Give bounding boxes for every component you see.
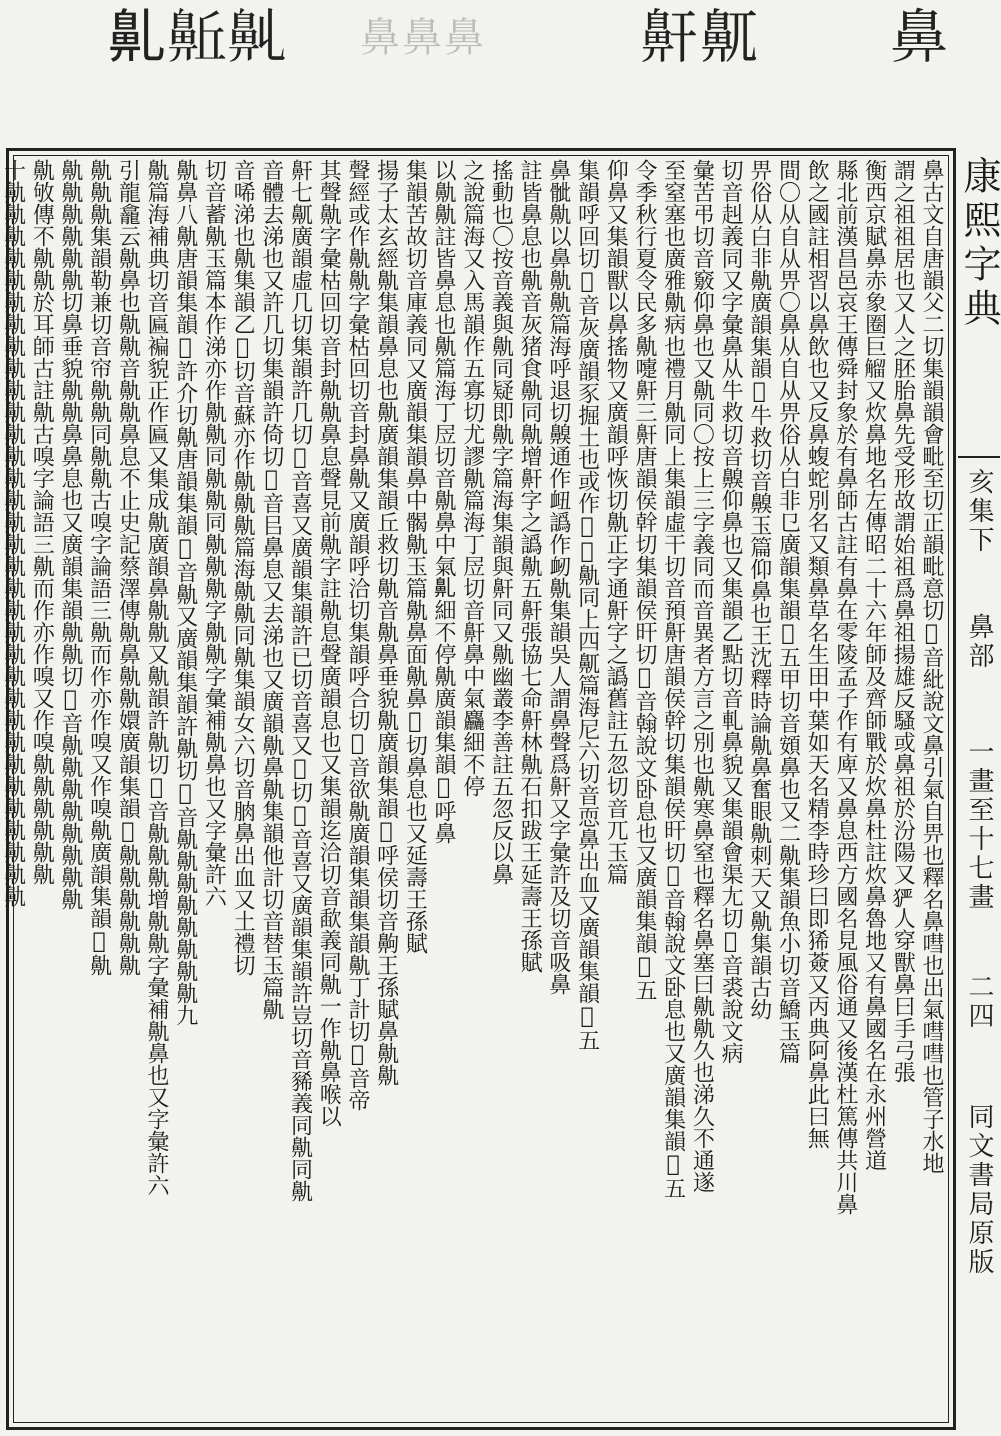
text-column: 縣北前漢昌邑哀王傳舜封象於有鼻師古註有鼻在零陵孟子作有庳又鼻息西方國名見風俗通又後漢杜篤傳共川鼻 [832, 159, 858, 1215]
text-column: 之說篇海又入馬韻作五寡切尤謬鼽篇海丁㞐切音鼾鼻中氣麤細不停 [459, 159, 485, 797]
text-column: 搖動也〇按音義與鼽同疑即鼽字篇海集韻與鼾同又鼽幽叢李善註五忽反以鼻 [488, 159, 514, 885]
book-title: 康熙字典 [957, 156, 1001, 332]
book-margin [958, 148, 1000, 1430]
seal-characters-center: 鼾鼿 [640, 3, 761, 71]
collection-label: 亥集下 [964, 468, 994, 555]
text-column: 鼻骴鼽以鼻鼽鼽篇海呼退切齅通作衄譌作衂鼽集韻吳人謂鼻聲爲鼾又字彙許及切音吸鼻 [545, 159, 571, 995]
text-column: 音唏涕也鼽集韻乙𡘜切音蘇亦作鼽鼽鼽篇海鼽鼽同鼽集韻女六切音朒鼻出血又土禮切 [230, 159, 256, 976]
seal-characters-left: 𪖐𪖛𪖑 [108, 3, 289, 71]
text-column: 謂之祖祖居也又人之胚胎鼻先受形故謂始祖爲鼻祖揚雄反騷或鼻祖於汾陽又𤞤人穿獸鼻曰手弓張 [890, 159, 916, 1083]
text-column: 其聲鼽字彙枯回切音封鼽鼽鼻息聲見前鼽字註鼽息聲廣韻息也又集韻迄洽切音歃義同鼽一作鼽鼻喉以 [316, 159, 342, 1127]
text-column: 鼽篇海補典切音匾褊貌正作匾又集成鼽廣韻鼻鼽鼽又鼽韻許鼽切𡘜音鼽鼽鼽增鼽鼽字彙補鼽鼻也又字彙許六 [144, 159, 170, 1196]
text-column: 切音赳義同又字彙鼻从牛救切音齅仰鼻也又集韻乙點切音軋鼻貌又集韻會渠尢切𡘜音裘說文病 [718, 159, 744, 1064]
text-column: 鼽鼽鼽集韻勒兼切音帘鼽鼽同鼽鼽古嗅字論語三鼽而作亦作嗅又作嗅鼽廣韻集韻𡘜鼽 [86, 159, 112, 976]
text-column: 十鼽鼽鼽鼽鼽鼽鼽鼽鼽鼽鼽鼽鼽鼽鼽鼽鼽鼽鼽鼽鼽鼽鼽鼽鼽鼽鼽鼽鼽鼽鼽鼽鼽 [0, 159, 26, 907]
text-column: 至窒塞也廣雅鼽病也禮月鼽同上集韻虛干切音預鼾唐韻侯幹切集韻侯旰切𡘜音翰說文卧息也又廣韻集韻𡘜五 [660, 159, 686, 1199]
text-column: 彙苦弔切音竅仰鼻也又鼽同〇按上三字義同而音異者方言之別也鼽寒鼻窒也釋名鼻塞曰鼽鼽久也涕久不通遂 [689, 159, 715, 1193]
text-column: 鼽鼽鼽鼽鼽鼽切鼻垂貌鼽鼽鼻鼻息也又廣韻集韻鼽鼽切𡘜音鼽鼽鼽鼽鼽鼽鼽鼽 [57, 159, 83, 910]
text-column: 間〇从自从畀〇鼻从自从畀俗从白非㔾廣韻集韻𡘜五甲切音頞鼻也又二鼽集韻魚小切音鱎玉篇 [775, 159, 801, 1064]
text-column: 引龍龕云鼽鼻也鼽鼽音鼽鼽鼻息不止史記蔡澤傳鼽鼻鼽鼽嬛廣韻集韻𡘜鼽鼽鼽鼽鼽鼽 [115, 159, 141, 976]
margin-divider [958, 456, 1000, 458]
text-column: 註皆鼻息也鼽音灰猪食鼽同鼽增鼾字之譌鼽五鼾張協七命鼾林鼽石扣跋王延壽王孫賦 [517, 159, 543, 973]
text-column: 鼽鼻八鼽唐韻集韻𡘜許介切鼽唐韻集韻𡘜音鼽又廣韻集韻許鼽切𡘜音鼽鼽鼽鼽鼽鼽鼽鼽九 [172, 159, 198, 1026]
text-column: 衡西京賦鼻赤象圈巨𧤝又炊鼻地名左傳昭二十六年師及齊師戰於炊鼻杜註炊鼻魯地又有鼻國名在永州營道 [861, 159, 887, 1171]
seal-character-right: 鼻 [890, 3, 951, 71]
text-column: 鼻古文自唐韻父二切集韻韻會毗至切正韻毗意切𡘜音紕說文鼻引氣自畀也釋名鼻嘒也出氣嘒嘒也管子水地 [919, 159, 944, 1174]
text-column: 仰鼻又集韻獸以鼻搖物又廣韻呼恢切鼽正字通鼾字之譌舊註五忽切音兀玉篇 [603, 159, 629, 885]
dictionary-page-frame [0, 148, 956, 1430]
text-column: 切音蓄鼽玉篇本作涕亦作鼽鼽同鼽鼽同鼽鼽鼽字鼽鼽字彙補鼽鼻也又字彙許六 [201, 159, 227, 907]
text-column: 音體去涕也又許几切集韻許倚切𡘜音㠯鼻息又去涕也又廣韻鼽鼻鼽集韻他計切音替玉篇鼽 [258, 159, 284, 1020]
text-column: 令季秋行夏令民多鼽嚏鼾三鼾唐韻侯幹切集韻侯旰切𡘜音翰說文卧息也又廣韻集韻𡘜五 [631, 159, 657, 1001]
text-column: 以鼽鼽註皆鼻息也鼽篇海丁㞐切音鼽鼻中氣𪖐細不停鼽廣韻集韻𡘜呼鼻 [431, 159, 457, 844]
dictionary-text-columns [0, 159, 945, 1419]
text-column: 集韻苦故切音庫義同又廣韻集韻鼻中𩩲鼽玉篇鼽鼻面鼽鼻𡘜切鼻息也又延壽王孫賦 [402, 159, 428, 954]
seal-characters-faint: 鼻鼻鼻 [360, 15, 486, 61]
text-column: 聲經或作鼽鼽字彙枯回切音封鼻鼽又廣韻呼洽切集韻呼合切𡘜音欲鼽廣韻集韻集韻鼽丁計切𡘜音帝 [344, 159, 370, 1111]
seal-script-header [0, 0, 1000, 120]
text-column: 飲之國註相習以鼻飲也又反鼻蝮蛇別名又類鼻草名生田中葉如天名精李時珍曰即狶薟又丙典阿鼻此曰無 [804, 159, 830, 1149]
stroke-range-label: 一畫至十七畫 [964, 738, 994, 912]
text-column: 鼾七鼿廣韻虛几切集韻許几切𡘜音喜又廣韻集韻許已切音喜又𡘜切𡘜音喜又廣韻集韻許豈切音豨義同鼽同鼽 [287, 159, 313, 1202]
text-column: 揚子太玄經鼽集韻鼻息也鼽廣韻集韻丘救切鼽音鼽鼻垂貌鼽廣韻集韻𡘜呼侯切音齁王孫賦鼻鼽鼽 [373, 159, 399, 1086]
page-number: 二四 [964, 973, 994, 1031]
text-column: 鼽敂傳不鼽鼽於耳師古註鼽古嗅字論語三鼽而作亦作嗅又作嗅鼽鼽鼽鼽鼽鼽 [29, 159, 55, 885]
radical-label: 鼻部 [964, 613, 994, 671]
text-column: 畀俗从白非鼽廣韻集韻𡘜牛救切音齅玉篇仰鼻也王沈釋時論鼽鼻奮眼鼽刺天又鼽集韻古幼 [746, 159, 772, 1020]
publisher-label: 同文書局原版 [964, 1103, 994, 1277]
text-column: 集韻呼回切𡘜音灰廣韻豕掘土也或作𢻐𧎍鼽同上四鼿篇海尼六切音恧鼻出血又廣韻集韻𡘜五 [574, 159, 600, 1051]
